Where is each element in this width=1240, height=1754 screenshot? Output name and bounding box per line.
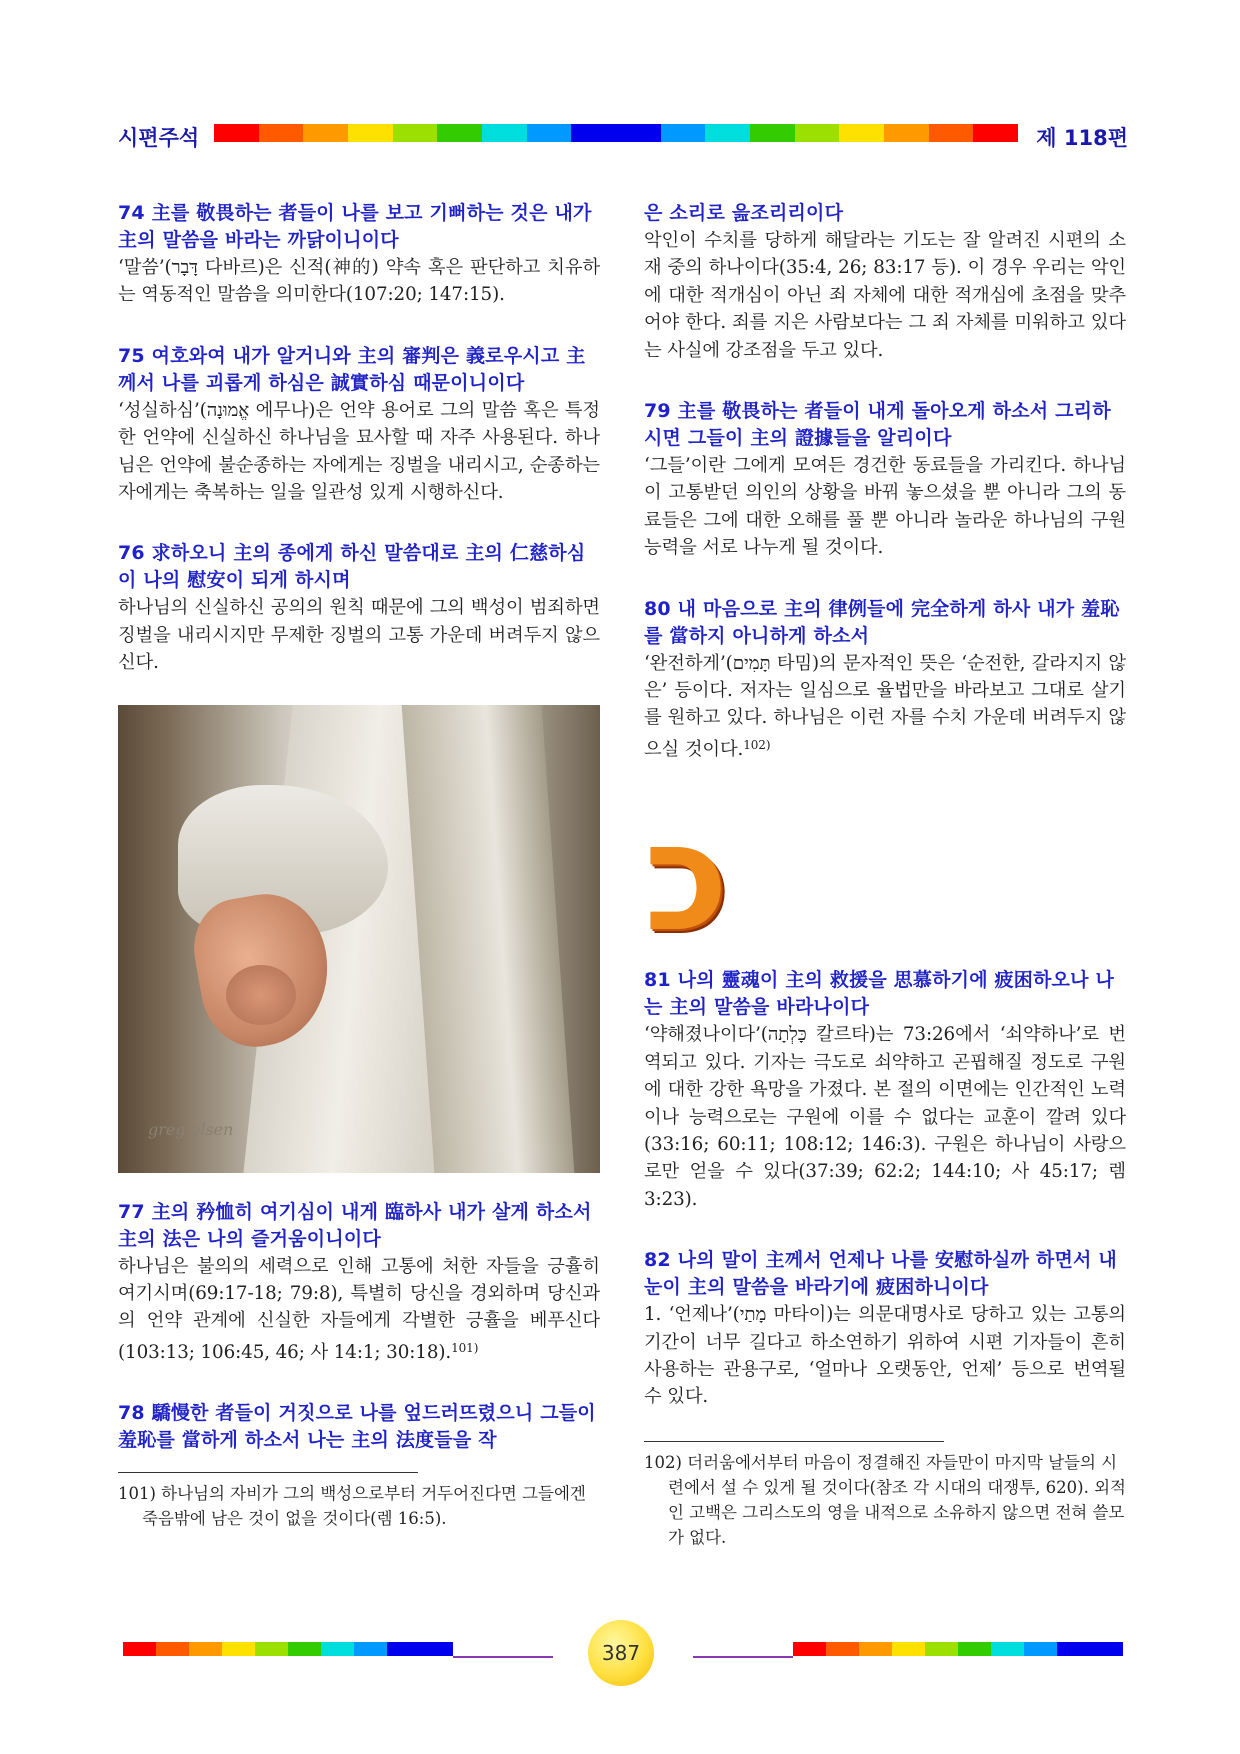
left-column [118,200,600,1531]
footer-stripe-left [123,1642,453,1656]
verse-77-comment [118,1253,600,1367]
stripe-segment [303,124,348,142]
stripe-segment [958,1642,991,1656]
stripe-segment [616,124,661,142]
stripe-segment [839,124,884,142]
footer-stripe-right [793,1642,1123,1656]
stripe-segment [288,1642,321,1656]
page-number: 387 [588,1620,654,1686]
stripe-segment [189,1642,222,1656]
verse-80-heading: 80 내 마음으로 主의 律例들에 完全하게 하사 내가 羞恥를 當하지 아니하게 하소서 [644,597,1120,647]
footnote-ref-101: 101) [451,1340,479,1355]
stripe-segment [750,124,795,142]
stripe-segment [437,124,482,142]
verse-78-heading: 78 驕慢한 者들이 거짓으로 나를 엎드러뜨렸으니 그들이 羞恥를 當하게 하소서 나는 主의 法度들을 작 [118,1402,596,1452]
verse-75-heading: 75 여호와여 내가 알거니와 主의 審判은 義로우시고 主께서 나를 괴롭게 하심은 誠實하심 때문이니이다 [118,344,586,394]
verse-76-comment: 하나님의 신실하신 공의의 원칙 때문에 그의 백성이 범죄하면 징벌을 내리시지만 무제한 징벌의 고통 가운데 버려두지 않으신다. [118,597,600,674]
verse-81-heading: 81 나의 靈魂이 主의 救援을 思慕하기에 疲困하오나 나는 主의 말씀을 바라나이다 [644,969,1114,1019]
verse-79-comment: ‘그들’이란 그에게 모여든 경건한 동료들을 가리킨다. 하나님이 고통받던 의인의 상황을 바꿔 놓으셨을 뿐 아니라 그의 동료들은 그에 대한 오해를 풀 뿐 아니라 놀라운 하나님의 구원 능력을 서로 나누게 될 것이다. [644,455,1126,559]
stripe-segment [348,124,393,142]
stripe-segment [354,1642,387,1656]
verse-77-text: 하나님은 불의의 세력으로 인해 고통에 처한 자들을 긍휼히 여기시며(69:17-18; 79:8), 특별히 당신을 경외하며 당신과의 언약 관계에 신실한 자들에게 각별한 긍휼을 베푸신다(103:13; 106:45, 46; 사 14:1; 30:18). [118,1255,600,1363]
stripe-segment [321,1642,354,1656]
stripe-segment [884,124,929,142]
stripe-segment [795,124,840,142]
footer-line-right [693,1656,793,1658]
stripe-segment [156,1642,189,1656]
page-footer [118,1620,1128,1690]
stripe-segment [929,124,974,142]
footnote-divider [644,1441,944,1442]
verse-76-heading: 76 求하오니 主의 종에게 하신 말씀대로 主의 仁慈하심이 나의 慰安이 되게 하시며 [118,542,586,592]
right-column [644,200,1126,1550]
stripe-segment [387,1642,420,1656]
stripe-segment [571,124,616,142]
painting-signature: greg olsen [148,1119,234,1139]
stripe-segment [1024,1642,1057,1656]
verse-78-comment: 악인이 수치를 당하게 해달라는 기도는 잘 알려진 시편의 소재 중의 하나이다(35:4, 26; 83:17 등). 이 경우 우리는 악인에 대한 적개심이 아닌 죄 자체에 대한 적개심에 초점을 맞추어야 한다. 죄를 지은 사람보다는 그 죄 자체를 미워하고 있다는 사실에 강조점을 두고 있다. [644,230,1126,361]
verse-81-comment: ‘약해졌나이다’(כָּלְתָה 칼르타)는 73:26에서 ‘쇠약하나’로 번역되고 있다. 기자는 극도로 쇠약하고 곤핍해질 정도로 구원에 대한 강한 욕망을 가졌다. 본 절의 이면에는 인간적인 노력이나 능력으로는 구원에 이를 수 없다는 교훈이 깔려 있다(33:16; 60:11; 108:12; 146:3). 구원은 하나님이 사랑으로만 얻을 수 있다(37:39; 62:2; 144:10; 사 45:17; 렘 3:23). [644,1024,1126,1210]
verse-80-text: ‘완전하게’(תָּמִים 타밈)의 문자적인 뜻은 ‘순전한, 갈라지지 않은’ 등이다. 저자는 일심으로 율법만을 바라보고 그대로 살기를 원하고 있다. 하나님은 이런 자를 수치 가운데 버려두지 않으실 것이다. [644,652,1126,760]
stripe-segment [482,124,527,142]
stripe-segment [892,1642,925,1656]
verse-82-heading: 82 나의 말이 主께서 언제나 나를 安慰하실까 하면서 내 눈이 主의 말씀을 바라기에 疲困하니이다 [644,1249,1117,1299]
hebrew-letter-glyph: כ [644,791,729,966]
footnote-divider [118,1472,418,1473]
verse-80-comment [644,650,1126,764]
verse-74-heading: 74 主를 敬畏하는 者들이 나를 보고 기뻐하는 것은 내가 主의 말씀을 바라는 까닭이니이다 [118,202,592,251]
stripe-segment [123,1642,156,1656]
footer-line-left [453,1656,553,1658]
footnote-101: 101) 하나님의 자비가 그의 백성으로부터 거두어진다면 그들에겐 죽음밖에 남은 것이 없을 것이다(렘 16:5). [118,1484,586,1529]
chapter-title: 제 118편 [1036,126,1128,150]
footnote-ref-102: 102) [743,737,771,752]
hebrew-letter-kaph-icon [644,791,764,966]
verse-77-heading: 77 主의 矜恤히 여기심이 내게 臨하사 내가 살게 하소서 主의 法은 나의 즐거움이니이다 [118,1200,592,1250]
stripe-segment [259,124,304,142]
footnote-102: 102) 더러움에서부터 마음이 정결해진 자들만이 마지막 날들의 시련에서 설 수 있게 될 것이다(참조 각 시대의 대쟁투, 620). 외적인 고백은 그리스도의 영을 내적으로 소유하지 않으면 전혀 쓸모가 없다. [644,1452,1126,1547]
stripe-segment [661,124,706,142]
verse-74-comment: ‘말씀’(דָּבָר 다바르)은 신적(神的) 약속 혹은 판단하고 치유하는 역동적인 말씀을 의미한다(107:20; 147:15). [118,257,600,306]
rainbow-stripe [214,124,1018,142]
verse-75-comment: ‘성실하심’(אֱמוּנָה 에무나)은 언약 용어로 그의 말씀 혹은 특정한 언약에 신실하신 하나님을 묘사할 때 자주 사용된다. 하나님은 언약에 불순종하는 자에게는 징벌을 내리시고, 순종하는 자에게는 축복하는 일을 일관성 있게 시행하신다. [118,399,600,504]
stripe-segment [925,1642,958,1656]
stripe-segment [393,124,438,142]
stripe-segment [973,124,1018,142]
stripe-segment [1057,1642,1090,1656]
stripe-segment [255,1642,288,1656]
painting-outstretched-hand [118,705,600,1173]
stripe-segment [1090,1642,1123,1656]
stripe-segment [793,1642,826,1656]
verse-79-heading: 79 主를 敬畏하는 者들이 내게 돌아오게 하소서 그리하시면 그들이 主의 證據들을 알리이다 [644,400,1111,450]
stripe-segment [705,124,750,142]
stripe-segment [859,1642,892,1656]
verse-82-comment: 1. ‘언제나’(מָתַי 마타이)는 의문대명사로 당하고 있는 고통의 기간이 너무 길다고 하소연하기 위하여 시편 기자들이 흔히 사용하는 관용구로, ‘얼마나 오랫동안, 언제’ 등으로 번역될 수 있다. [644,1304,1126,1408]
stripe-segment [222,1642,255,1656]
stripe-segment [420,1642,453,1656]
book-title: 시편주석 [118,126,200,150]
stripe-segment [991,1642,1024,1656]
stripe-segment [214,124,259,142]
stripe-segment [527,124,572,142]
verse-78-heading-cont: 은 소리로 읊조리리이다 [644,202,844,224]
page-header [118,118,1128,158]
stripe-segment [826,1642,859,1656]
